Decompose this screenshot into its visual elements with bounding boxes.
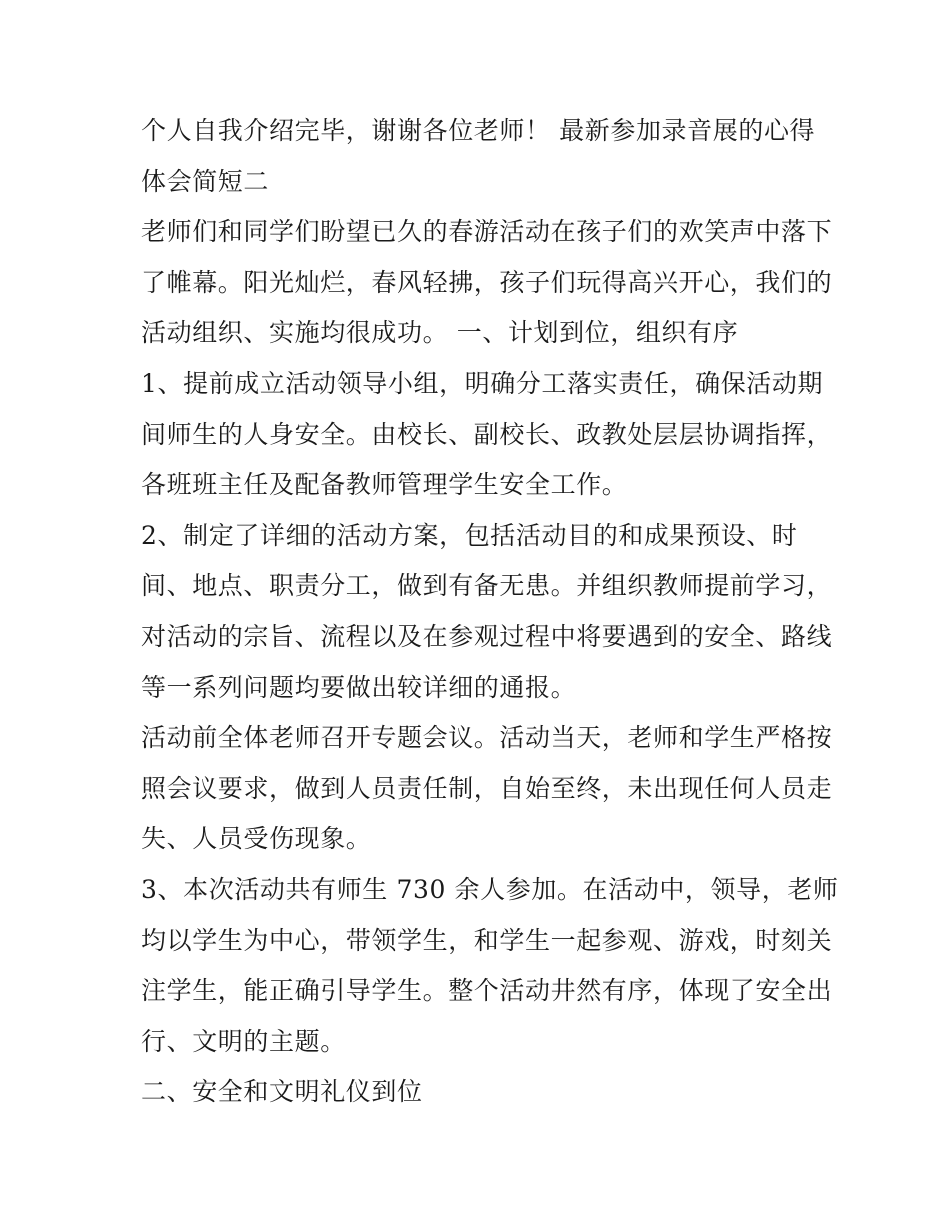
text-line: 3、本次活动共有师生 730 余人参加。在活动中，领导，老师 [141,874,839,904]
text-line: 均以学生为中心，带领学生，和学生一起参观、游戏，时刻关 [141,925,833,955]
text-line: 活动前全体老师召开专题会议。活动当天，老师和学生严格按 [141,723,833,753]
text-line: 注学生，能正确引导学生。整个活动井然有序，体现了安全出 [141,976,833,1006]
text-line: 老师们和同学们盼望已久的春游活动在孩子们的欢笑声中落下 [141,217,833,247]
text-line: 了帷幕。阳光灿烂，春风轻拂，孩子们玩得高兴开心，我们的 [141,267,833,297]
text-line: 失、人员受伤现象。 [141,824,372,854]
document-body [141,106,839,1118]
text-line: 等一系列问题均要做出较详细的通报。 [141,672,577,702]
text-line: 照会议要求，做到人员责任制，自始至终，未出现任何人员走 [141,773,833,803]
text-line: 间、地点、职责分工，做到有备无患。并组织教师提前学习， [141,571,833,601]
text-line: 对活动的宗旨、流程以及在参观过程中将要遇到的安全、路线 [141,621,833,651]
section-heading: 二、安全和文明礼仪到位 [141,1077,423,1107]
text-line: 活动组织、实施均很成功。 一、计划到位，组织有序 [141,318,739,348]
text-line: 2、制定了详细的活动方案，包括活动目的和成果预设、时 [141,520,798,550]
text-line: 各班班主任及配备教师管理学生安全工作。 [141,470,628,500]
text-line: 1、提前成立活动领导小组，明确分工落实责任，确保活动期 [141,368,824,398]
text-line: 个人自我介绍完毕，谢谢各位老师！ 最新参加录音展的心得 [141,116,816,145]
text-line: 行、文明的主题。 [141,1026,346,1056]
text-line: 间师生的人身安全。由校长、副校长、政教处层层协调指挥， [141,419,833,449]
text-line: 体会简短二 [141,166,270,196]
